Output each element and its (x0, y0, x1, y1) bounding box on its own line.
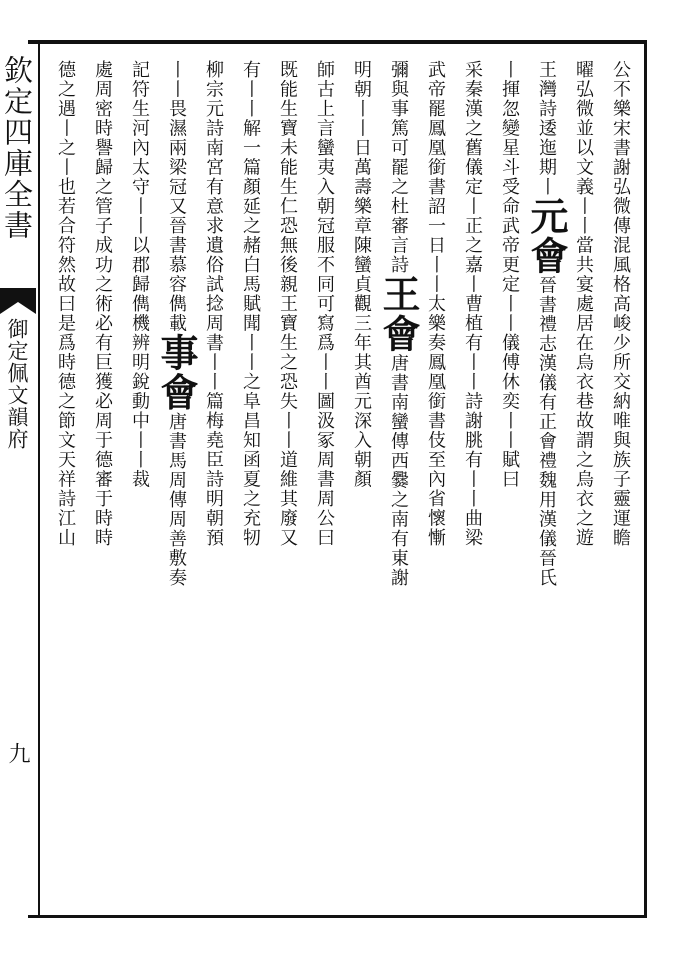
text-column: 處周密時譽歸之管子成功之術必有巨獲必周于德審于時時 (92, 60, 113, 548)
text-column: 武帝罷鳳凰銜書詔一日丨丨太樂奏鳳凰銜書伎至內省懷慚 (425, 60, 446, 548)
text-column: 明朝丨丨日萬壽樂章陳蠻貞觀三年其酋元深入朝顏 (351, 60, 372, 489)
margin-book-title: 欽定四庫全書 (0, 55, 34, 241)
text-column: 德之遇丨之丨也若合符然故曰是爲時德之節文天祥詩江山 (55, 60, 76, 548)
text-column: 師古上言蠻夷入朝冠服不同可寫爲丨丨圖汲冢周書周公曰 (314, 60, 335, 548)
text-column: 有丨丨解一篇顏延之赭白馬賦聞丨丨之阜昌知函夏之充牣 (240, 60, 261, 548)
page-number: 九 (5, 742, 30, 764)
margin-book-subtitle: 御定佩文韻府 (5, 318, 29, 450)
text-column: 王灣詩逶迤期丨元會晉書禮志漢儀有正會禮魏用漢儀晉氏 (524, 60, 569, 588)
text-column: 公不樂宋書謝弘微傳混風格高峻少所交納唯與族子靈運瞻 (610, 60, 631, 548)
text-column: 采秦漢之舊儀定丨正之嘉丨曹植有丨丨詩謝朓有丨丨曲梁 (462, 60, 483, 548)
frame-top-rule (28, 40, 646, 44)
text-column: 丨丨畏濕兩梁冠又晉書慕容儁載事會唐書馬周傳周善敷奏 (154, 60, 199, 588)
margin-divider-rule (38, 40, 40, 918)
text-column: 記符生河內太守丨丨以郡歸儁機辨明銳動中丨丨裁 (129, 60, 150, 489)
text-column: 彌與事篤可罷之杜審言詩王會唐書南蠻傳西爨之南有東謝 (376, 60, 421, 588)
text-column: 曜弘微並以文義丨丨當共宴處居在烏衣巷故謂之烏衣之遊 (573, 60, 594, 548)
frame-right-rule (644, 40, 647, 918)
text-column: 丨揮忽變星斗受命武帝更定丨丨儀傅休奕丨丨賦曰 (499, 60, 520, 489)
text-column: 既能生寶未能生仁恐無後親王寶生之恐失丨丨道維其廢又 (277, 60, 298, 548)
text-column: 柳宗元詩南宮有意求遺俗試捻周書丨丨篇梅堯臣詩明朝預 (203, 60, 224, 548)
fishtail-ornament-icon (0, 288, 36, 314)
